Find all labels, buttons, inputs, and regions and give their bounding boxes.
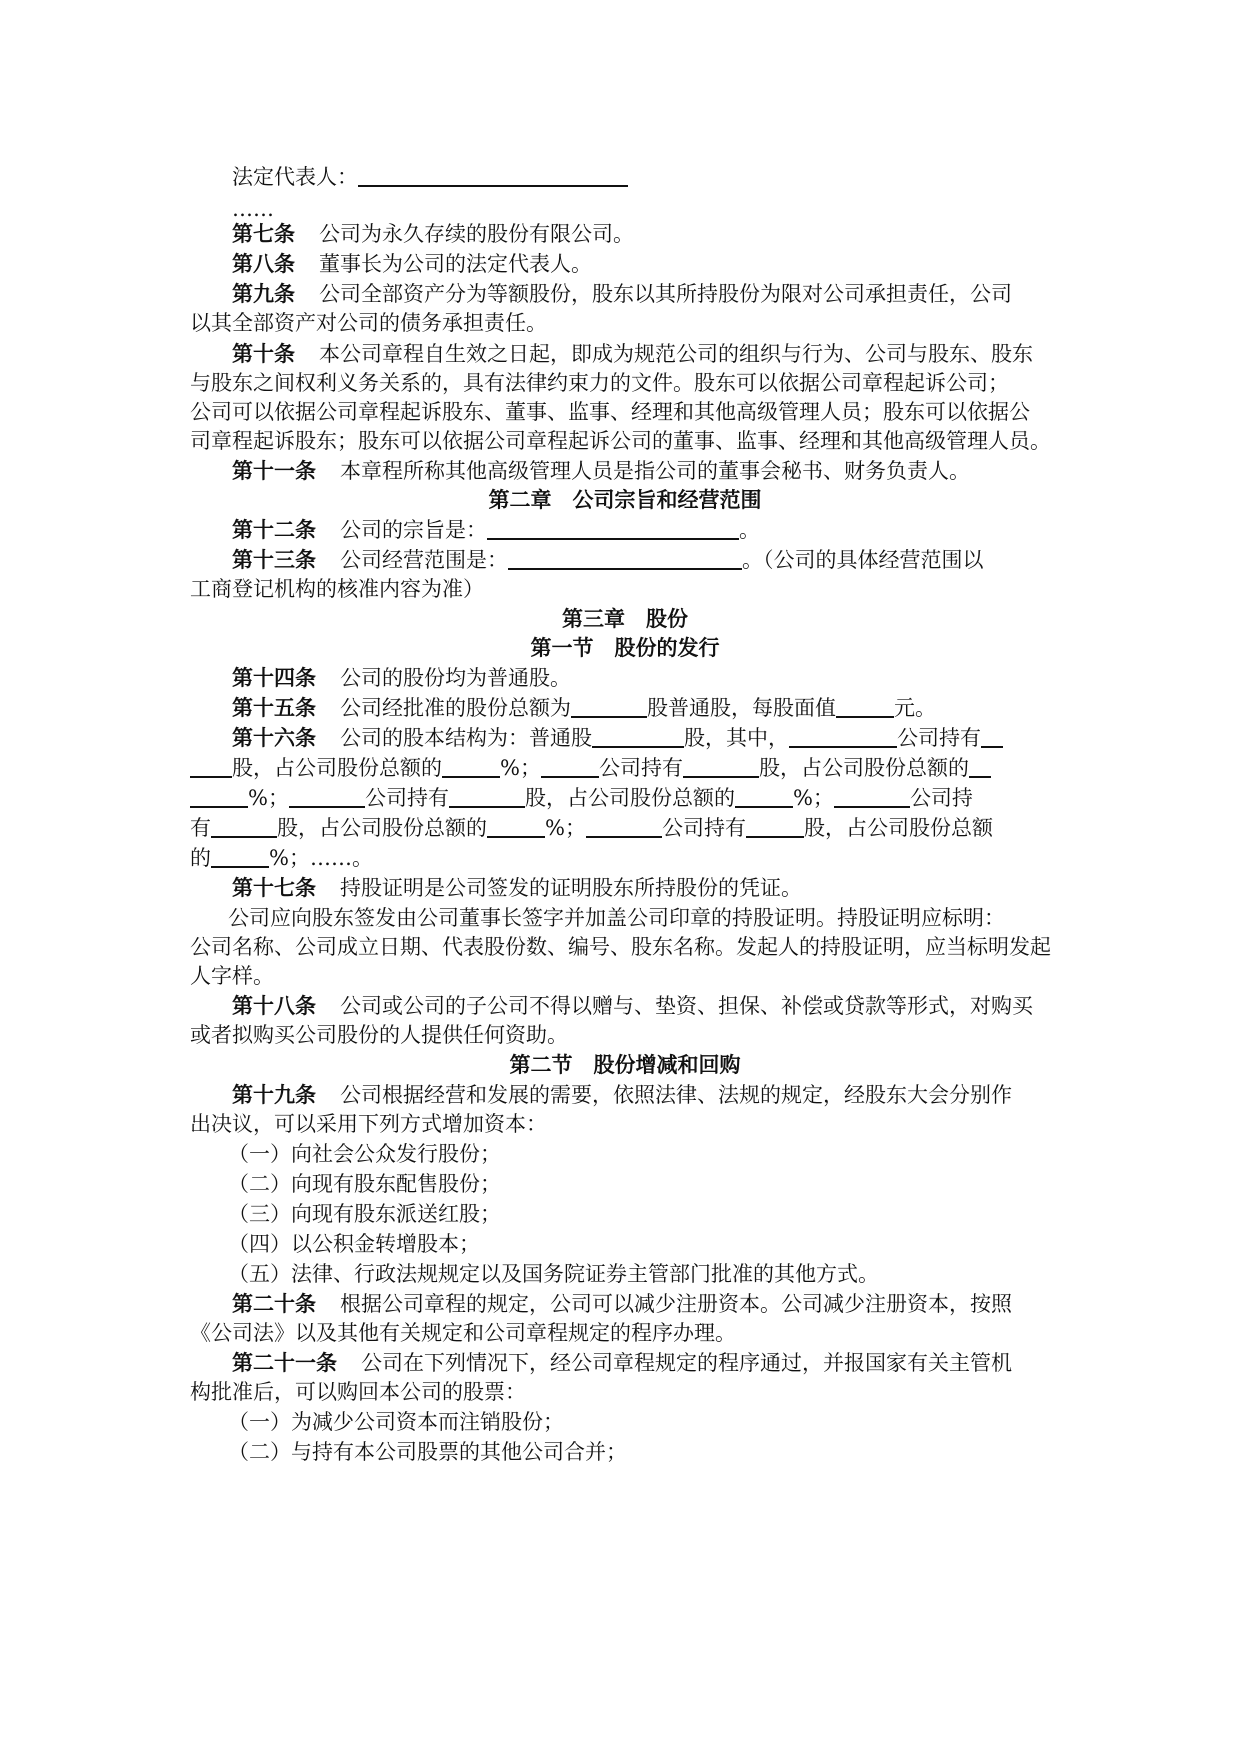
blank-field	[211, 814, 277, 838]
article-text: 的	[190, 846, 211, 870]
list-item: （一）向社会公众发行股份；	[228, 1142, 501, 1166]
article-heading: 第十条	[232, 341, 295, 366]
article-text: 本公司章程自生效之日起，即成为规范公司的组织与行为、公司与股东、股东	[319, 342, 1033, 366]
article-16-cont	[190, 753, 991, 783]
article-17-cont: 公司名称、公司成立日期、代表股份数、编号、股东名称。发起人的持股证明，应当标明发起	[190, 935, 1051, 959]
article-heading: 第七条	[232, 221, 295, 246]
article-text: 根据公司章程的规定，公司可以减少注册资本。公司减少注册资本，按照	[340, 1292, 1012, 1316]
article-text: 股，占公司股份总额的	[232, 756, 442, 780]
article-text: 股，占公司股份总额的	[758, 756, 969, 780]
article-18	[190, 991, 1033, 1021]
purpose-blank	[487, 516, 739, 540]
article-text: 股，占公司股份总额的	[524, 786, 735, 810]
article-16-cont	[190, 843, 373, 873]
blank-field	[190, 754, 232, 778]
article-20	[190, 1289, 1012, 1319]
blank-field	[449, 784, 525, 808]
article-9-cont: 以其全部资产对公司的债务承担责任。	[190, 311, 547, 335]
article-heading: 第十一条	[232, 458, 316, 483]
article-18-cont: 或者拟购买公司股份的人提供任何资助。	[190, 1023, 568, 1047]
article-10-cont: 公司可以依据公司章程起诉股东、董事、监事、经理和其他高级管理人员；股东可以依据公	[190, 400, 1030, 424]
par-value-blank	[836, 694, 894, 718]
blank-field	[442, 754, 500, 778]
article-11	[190, 456, 970, 486]
article-text: %；	[248, 786, 289, 810]
blank-field	[592, 724, 684, 748]
chapter-3-heading: 第三章 股份	[562, 606, 688, 631]
article-heading: 第十二条	[232, 517, 316, 542]
article-text: 股普通股，每股面值	[647, 696, 836, 720]
article-text: %；	[500, 756, 541, 780]
article-14	[190, 663, 571, 693]
blank-field	[735, 784, 793, 808]
article-heading: 第十六条	[232, 725, 316, 750]
blank-field	[789, 724, 897, 748]
article-20-cont: 《公司法》以及其他有关规定和公司章程规定的程序办理。	[190, 1321, 736, 1345]
article-text: 公司的宗旨是：	[340, 518, 487, 542]
legal-representative-blank	[358, 163, 628, 187]
article-10	[190, 339, 1033, 369]
share-total-blank	[571, 694, 647, 718]
blank-field	[541, 754, 599, 778]
article-text: 公司的股份均为普通股。	[340, 666, 571, 690]
article-heading: 第十九条	[232, 1082, 316, 1107]
article-text: 公司持有	[364, 786, 449, 810]
article-text: 持股证明是公司签发的证明股东所持股份的凭证。	[340, 876, 802, 900]
list-item: （一）为减少公司资本而注销股份；	[228, 1410, 564, 1434]
blank-field	[586, 814, 662, 838]
article-text: 董事长为公司的法定代表人。	[319, 252, 592, 276]
blank-field	[487, 814, 545, 838]
article-text: 公司经批准的股份总额为	[340, 696, 571, 720]
article-16	[190, 723, 1003, 753]
article-text: 公司在下列情况下，经公司章程规定的程序通过，并报国家有关主管机	[361, 1351, 1012, 1375]
section-2-heading: 第二节 股份增减和回购	[509, 1052, 741, 1077]
article-heading: 第九条	[232, 281, 295, 306]
article-10-cont: 与股东之间权利义务关系的，具有法律约束力的文件。股东可以依据公司章程起诉公司；	[190, 371, 1009, 395]
article-heading: 第十五条	[232, 695, 316, 720]
article-heading: 第十三条	[232, 547, 316, 572]
article-17	[190, 873, 802, 903]
article-text: 公司全部资产分为等额股份，股东以其所持股份为限对公司承担责任，公司	[319, 282, 1012, 306]
article-7	[190, 219, 634, 249]
blank-field	[211, 844, 269, 868]
legal-representative-label: 法定代表人：	[232, 165, 358, 189]
blank-field	[981, 724, 1003, 748]
article-heading: 第二十条	[232, 1291, 316, 1316]
article-text: 公司持有	[661, 816, 746, 840]
article-17-cont: 人字样。	[190, 964, 274, 988]
article-text: 股，其中，	[684, 726, 789, 750]
article-heading: 第十七条	[232, 875, 316, 900]
article-21	[190, 1348, 1012, 1378]
legal-representative-line	[190, 162, 628, 192]
article-text: 公司持	[909, 786, 973, 810]
article-text: 股，占公司股份总额	[803, 816, 993, 840]
article-text: 公司经营范围是：	[340, 548, 508, 572]
article-text: 公司持有	[598, 756, 683, 780]
article-text: 公司根据经营和发展的需要，依照法律、法规的规定，经股东大会分别作	[340, 1083, 1012, 1107]
article-text: 公司或公司的子公司不得以赠与、垫资、担保、补偿或贷款等形式，对购买	[340, 994, 1033, 1018]
chapter-2-heading: 第二章 公司宗旨和经营范围	[488, 487, 762, 512]
article-19	[190, 1080, 1012, 1110]
article-16-cont	[190, 783, 973, 813]
list-item: （四）以公积金转增股本；	[228, 1232, 480, 1256]
article-text: %；	[545, 816, 586, 840]
article-16-cont	[190, 813, 993, 843]
period: 。	[739, 518, 760, 542]
list-item: （五）法律、行政法规规定以及国务院证券主管部门批准的其他方式。	[228, 1262, 879, 1286]
article-heading: 第十四条	[232, 665, 316, 690]
article-8	[190, 249, 592, 279]
article-12	[190, 515, 760, 545]
article-heading: 第十八条	[232, 993, 316, 1018]
blank-field	[190, 784, 248, 808]
article-text: %；	[792, 786, 834, 810]
article-text: %；……。	[269, 846, 373, 870]
article-text: 。（公司的具体经营范围以	[742, 548, 984, 572]
business-scope-blank	[508, 546, 742, 570]
article-text: 有	[190, 816, 211, 840]
list-item: （三）向现有股东派送红股；	[228, 1202, 501, 1226]
article-text: 股，占公司股份总额的	[277, 816, 487, 840]
article-heading: 第二十一条	[232, 1350, 337, 1375]
article-21-cont: 构批准后，可以购回本公司的股票：	[190, 1380, 526, 1404]
article-13	[190, 545, 984, 575]
article-15	[190, 693, 936, 723]
article-text: 本章程所称其他高级管理人员是指公司的董事会秘书、财务负责人。	[340, 459, 970, 483]
blank-field	[746, 814, 804, 838]
section-1-heading: 第一节 股份的发行	[530, 635, 720, 660]
article-17-paragraph: 公司应向股东签发由公司董事长签字并加盖公司印章的持股证明。持股证明应标明：	[228, 906, 1005, 930]
ellipsis-line: ……	[232, 197, 274, 221]
article-text: 元。	[894, 696, 936, 720]
article-heading: 第八条	[232, 251, 295, 276]
blank-field	[834, 784, 910, 808]
article-19-cont: 出决议，可以采用下列方式增加资本：	[190, 1112, 547, 1136]
article-text: 公司持有	[897, 726, 981, 750]
article-text: 公司的股本结构为：普通股	[340, 726, 592, 750]
article-text: 公司为永久存续的股份有限公司。	[319, 222, 634, 246]
article-9	[190, 279, 1012, 309]
list-item: （二）向现有股东配售股份；	[228, 1172, 501, 1196]
article-13-cont: 工商登记机构的核准内容为准）	[190, 577, 484, 601]
list-item: （二）与持有本公司股票的其他公司合并；	[228, 1440, 627, 1464]
article-10-cont: 司章程起诉股东；股东可以依据公司章程起诉公司的董事、监事、经理和其他高级管理人员。	[190, 429, 1051, 453]
blank-field	[289, 784, 365, 808]
blank-field	[683, 754, 759, 778]
blank-field	[969, 754, 991, 778]
